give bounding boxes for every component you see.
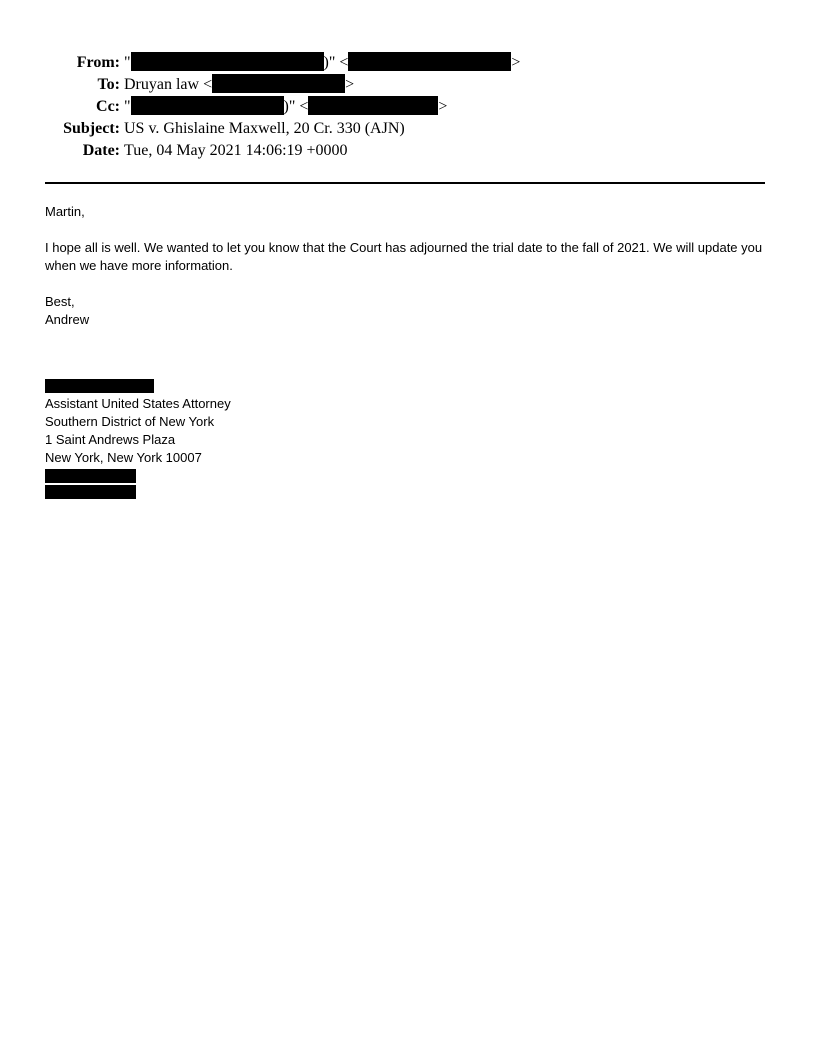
from-after-redaction: )" < xyxy=(323,54,349,71)
cc-close: > xyxy=(438,98,448,115)
subject-value: US v. Ghislaine Maxwell, 20 Cr. 330 (AJN) xyxy=(124,120,405,137)
spacer xyxy=(45,275,765,293)
header-divider xyxy=(45,182,765,184)
signature-city: New York, New York 10007 xyxy=(45,450,202,465)
from-close: > xyxy=(511,54,521,71)
spacer xyxy=(45,221,765,239)
greeting: Martin, xyxy=(45,204,85,219)
cc-name-redaction xyxy=(131,96,284,115)
cc-row xyxy=(40,96,520,118)
signature-email-redaction xyxy=(45,485,136,499)
cc-open-quote: " xyxy=(124,98,131,115)
sender-name: Andrew xyxy=(45,312,90,327)
from-email-redaction xyxy=(348,52,511,71)
date-row xyxy=(40,140,520,162)
date-value: Tue, 04 May 2021 14:06:19 +0000 xyxy=(124,142,348,159)
cc-label: Cc: xyxy=(96,98,120,115)
cc-email-redaction xyxy=(308,96,438,115)
closing: Best, xyxy=(45,294,75,309)
signature-block xyxy=(45,379,765,499)
spacer xyxy=(45,329,765,377)
subject-row xyxy=(40,118,520,140)
email-body xyxy=(45,203,765,501)
from-open-quote: " xyxy=(124,54,131,71)
from-label: From: xyxy=(76,54,120,71)
date-label: Date: xyxy=(82,142,120,159)
subject-label: Subject: xyxy=(63,120,120,137)
email-header xyxy=(40,52,520,162)
signature-name-redaction xyxy=(45,379,154,393)
to-label: To: xyxy=(97,76,120,93)
signature-phone-redaction xyxy=(45,469,136,483)
signature-office: Southern District of New York xyxy=(45,414,215,429)
from-row xyxy=(40,52,520,74)
from-name-redaction xyxy=(131,52,324,71)
cc-after-redaction: )" < xyxy=(283,98,309,115)
to-close: > xyxy=(345,76,355,93)
message-paragraph: I hope all is well. We wanted to let you know that the Court has adjourned the trial date to the fall of 2021. We will update you when we have more information. xyxy=(45,240,763,273)
to-email-redaction xyxy=(212,74,345,93)
signature-address: 1 Saint Andrews Plaza xyxy=(45,432,176,447)
to-row xyxy=(40,74,520,96)
to-value: Druyan law < xyxy=(124,76,213,93)
signature-title: Assistant United States Attorney xyxy=(45,396,231,411)
